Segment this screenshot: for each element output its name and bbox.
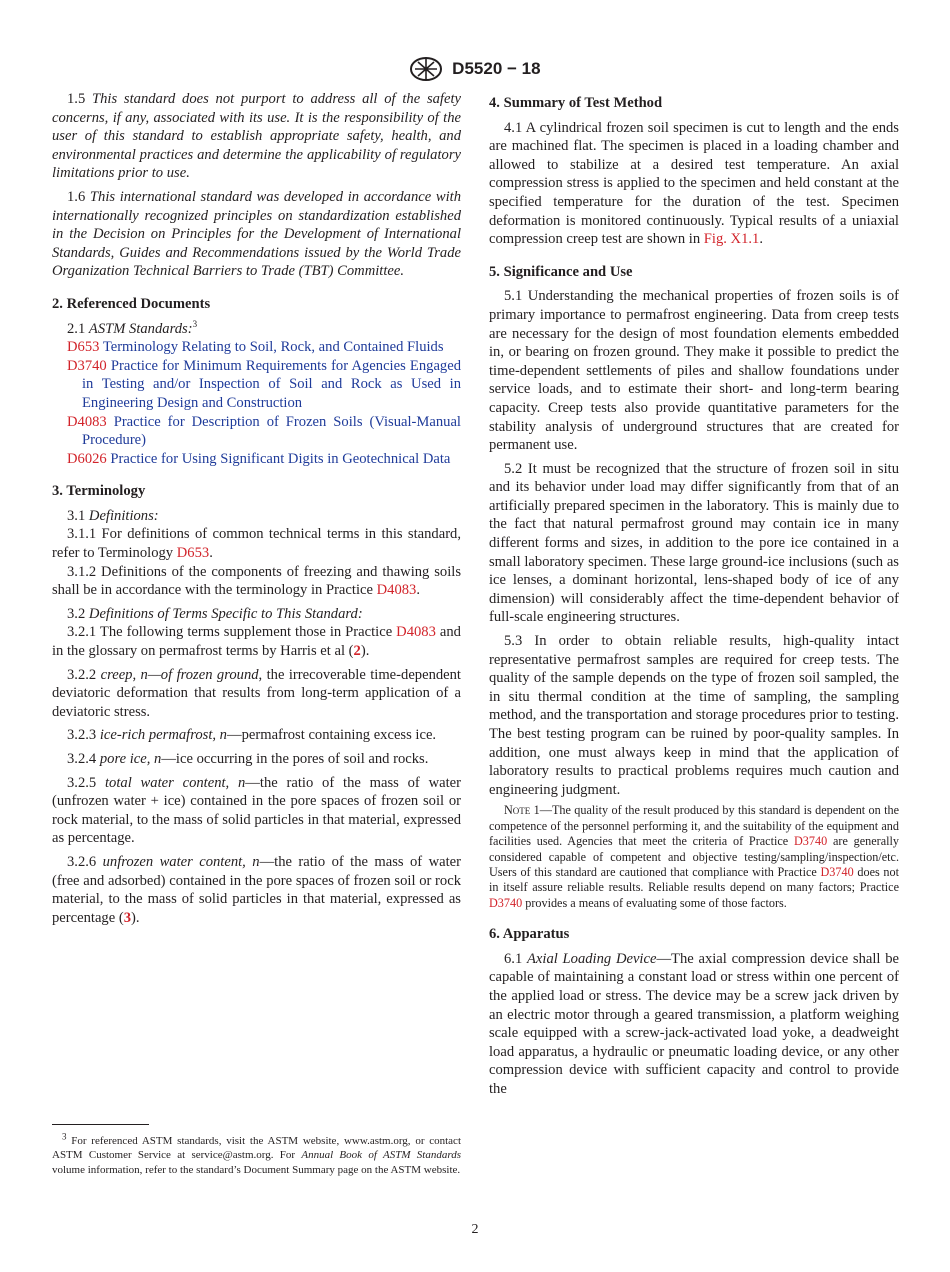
- footnote: $^3$ For referenced ASTM standards, visit the ASTM website, www.astm.org, or contact ASTM Customer Service at service@astm.org. For Annual Book of ASTM Standards volume information, refer to the standard’s Document Summary page on the ASTM website.: [52, 1131, 461, 1176]
- link-d653[interactable]: D653: [176, 545, 210, 562]
- link-d3740[interactable]: D3740: [820, 865, 854, 879]
- left-column: [52, 90, 461, 927]
- paragraph-3-2-6: 3.2.6 unfrozen water content, n—the ratio of the mass of water (free and adsorbed) contained in the pore spaces of frozen soil or rock material, to the mass of solid particles in that material, expressed as percentage (3).: [52, 853, 461, 926]
- paragraph-5-3: 5.3 In order to obtain reliable results, high-quality intact representative permafrost samples are required for creep tests. The quality of the sample depends on the type of frozen soil sampled, the in situ thermal condition at the time of sampling, the sampling method, and the transportation and storage procedures prior to testing. The best testing program can be ruined by poor-quality samples. In addition, one must always keep in mind that the application of laboratory results to practical problems requires much caution and engineering judgment.: [489, 633, 899, 798]
- right-column: [489, 90, 899, 1099]
- paragraph-6-1: 6.1 Axial Loading Device—The axial compression device shall be capable of maintaining a constant load or stress within one percent of the applied load or stress. The device may be a screw jack driven by an electric motor through a geared transmission, a platform weighing scale equipped with a screw-jack-activated load yoke, a deadweight load apparatus, a hydraulic or pneumatic loading device, or any other compression device with sufficient capacity and control to provide the: [489, 950, 899, 1097]
- section-heading-terminology: 3. Terminology: [52, 483, 146, 500]
- paragraph-1-6: 1.6 This international standard was developed in accordance with internationally recognized principles on standardization established in the Decision on Principles for the Development of International Standards, Guides and Recommendations issued by the World Trade Organization Technical Barriers to Trade (TBT) Committee.: [52, 188, 462, 280]
- reference-code-link: D6026: [67, 450, 107, 467]
- reference-code-link: D4083: [67, 413, 107, 430]
- note-1: Note 1—The quality of the result produced by this standard is dependent on the competence of the personnel performing it, and the suitability of the equipment and facilities used. Agencies that meet the criteria of Practice D3740 are generally considered capable of competent and objective testing/sampling/inspection/etc. Users of this standard are cautioned that compliance with Practice D3740 does not in itself assure reliable results. Reliable results depend on many factors; Practice D3740 provides a means of evaluating some of those factors.: [489, 803, 900, 910]
- section-heading-significance: 5. Significance and Use: [489, 263, 633, 280]
- paragraph-5-2: 5.2 It must be recognized that the structure of frozen soil in situ and its behavior under load may differ significantly from that of an artificially prepared specimen in the laboratory. This is mainly due to the fact that natural permafrost ground may contain ice in many different forms and sizes, in addition to the pore ice contained in a small laboratory specimen. These large ground-ice inclusions (such as ice lenses, a dominant horizontal, lens-shaped body of ice of any dimension) will considerably affect the time-dependent behavior of full-scale engineering structures.: [489, 460, 899, 626]
- paragraph-3-2-5: 3.2.5 total water content, n—the ratio of the mass of water (unfrozen water + ice) contained in the pore spaces of frozen soil or rock material, to the mass of solid particles in that material, expressed as percentage.: [52, 774, 461, 847]
- paragraph-3-2-3: 3.2.3 ice-rich permafrost, n—permafrost containing excess ice.: [67, 727, 437, 744]
- paragraph-3-2-2: 3.2.2 creep, n—of frozen ground, the irrecoverable time-dependent deviatoric deformation that results from long-term application of a deviatoric stress.: [52, 666, 461, 720]
- astm-logo-icon: [409, 56, 443, 82]
- reference-item[interactable]: [52, 413, 461, 450]
- citation-link[interactable]: 3: [123, 909, 131, 926]
- footnote-divider: [52, 1124, 149, 1125]
- paragraph-3-2-4: 3.2.4 pore ice, n—ice occurring in the pores of soil and rocks.: [67, 751, 429, 767]
- reference-code-link: D3740: [67, 357, 107, 374]
- reference-code-link: D653: [67, 339, 100, 356]
- paragraph-3-2: 3.2 Definitions of Terms Specific to This Standard:: [67, 605, 363, 622]
- reference-item[interactable]: [52, 450, 461, 469]
- paragraph-4-1: 4.1 A cylindrical frozen soil specimen is cut to length and the ends are machined flat. The specimen is placed in a loading chamber and allowed to stabilize at a desired test temperature. An axial compression stress is applied to the specimen and held constant at the specified temperature for the duration of the test. Specimen deformation is monitored continuously. Typical results of a uniaxial compression creep test are shown in Fig. X1.1.: [489, 119, 899, 248]
- reference-item[interactable]: [52, 357, 461, 413]
- section-heading-apparatus: 6. Apparatus: [489, 926, 570, 943]
- document-designation: D5520 − 18: [452, 59, 541, 78]
- paragraph-2-1: 2.1 ASTM Standards:$^3$: [67, 318, 198, 337]
- paragraph-3-2-1: 3.2.1 The following terms supplement those in Practice D4083 and in the glossary on permafrost terms by Harris et al (2).: [52, 624, 461, 660]
- link-d4083[interactable]: D4083: [376, 582, 417, 599]
- section-heading-referenced-documents: 2. Referenced Documents: [52, 295, 211, 312]
- paragraph-3-1-1: 3.1.1 For definitions of common technical terms in this standard, refer to Terminology D653.: [52, 526, 461, 562]
- reference-item[interactable]: [52, 338, 461, 357]
- reference-title-link: Practice for Using Significant Digits in Geotechnical Data: [110, 450, 451, 467]
- page-header: [0, 56, 950, 82]
- citation-link[interactable]: 2: [353, 643, 361, 660]
- link-d3740[interactable]: D3740: [793, 834, 828, 849]
- link-fig-x1-1[interactable]: Fig. X1.1: [703, 231, 760, 248]
- section-heading-summary: 4. Summary of Test Method: [489, 95, 663, 111]
- link-d3740[interactable]: D3740: [489, 895, 523, 910]
- page-number: 2: [471, 1222, 479, 1237]
- reference-title-link: Terminology Relating to Soil, Rock, and Contained Fluids: [102, 339, 444, 356]
- reference-title-link: Practice for Description of Frozen Soils (Visual-Manual Procedure): [82, 413, 461, 449]
- paragraph-3-1: 3.1 Definitions:: [67, 507, 159, 524]
- link-d4083[interactable]: D4083: [396, 624, 436, 641]
- paragraph-1-5: 1.5 This standard does not purport to address all of the safety concerns, if any, associated with its use. It is the responsibility of the user of this standard to establish appropriate safety, health, and environmental practices and determine the applicability of regulatory limitations prior to use.: [52, 91, 461, 182]
- reference-title-link: Practice for Minimum Requirements for Agencies Engaged in Testing and/or Inspection of Soil and Rock as Used in Engineering Design and Construction: [82, 357, 461, 411]
- paragraph-5-1: 5.1 Understanding the mechanical properties of frozen soils is of primary importance to permafrost engineering. Data from creep tests are necessary for the design of most foundation elements embedded in, or bearing on frozen ground. They make it possible to predict the time-dependent settlements of piles and shallow foundations under service loads, and to estimate their short- and long-term bearing capacity. Creep tests also provide quantitative parameters for the stability analysis of underground structures that are created for permanent use.: [489, 288, 899, 454]
- paragraph-3-1-2: 3.1.2 Definitions of the components of freezing and thawing soils shall be in accordance with the terminology in Practice D4083.: [52, 563, 461, 599]
